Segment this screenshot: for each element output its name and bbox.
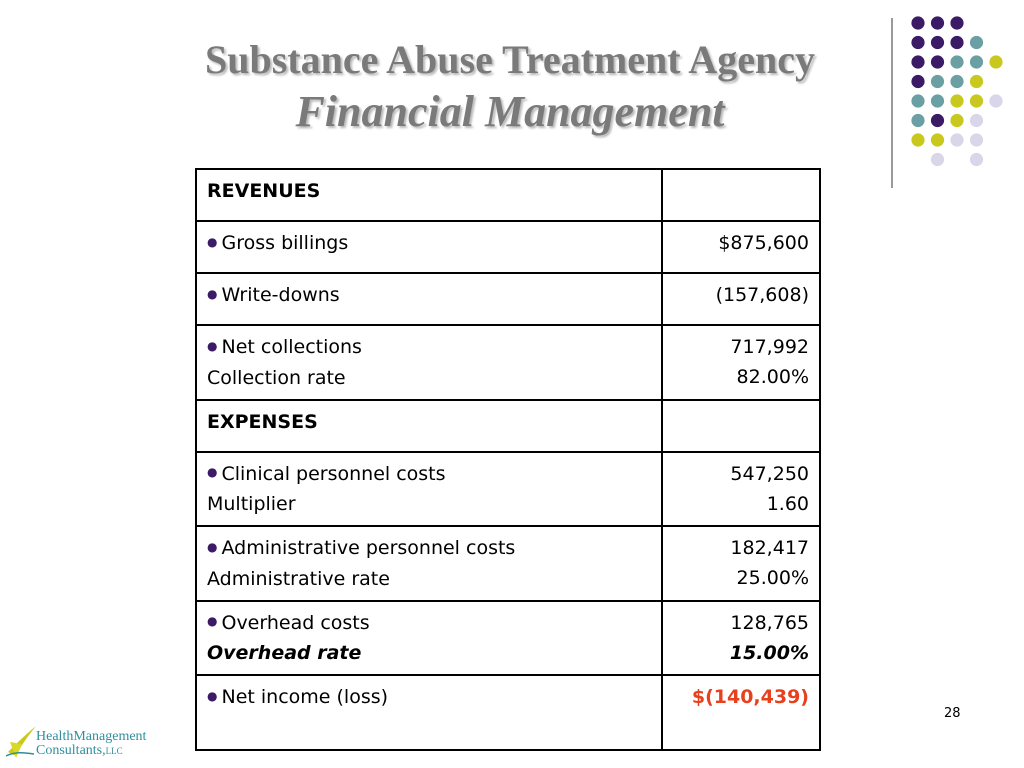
decorative-dot bbox=[970, 153, 983, 166]
table-row bbox=[196, 273, 820, 325]
row-label bbox=[207, 332, 651, 363]
decorative-dot bbox=[911, 16, 924, 29]
slide-title bbox=[0, 37, 1020, 136]
row-value: 547,250 bbox=[730, 462, 809, 485]
bullet-icon: ● bbox=[207, 688, 218, 703]
row-value-cell bbox=[662, 325, 820, 400]
row-label bbox=[207, 407, 651, 437]
decorative-dot bbox=[931, 133, 944, 146]
row-label-text: Overhead rate bbox=[207, 642, 362, 664]
row-label-text: Net collections bbox=[221, 336, 362, 358]
row-label-text: Collection rate bbox=[207, 366, 346, 389]
row-value: 717,992 bbox=[730, 336, 809, 358]
row-label bbox=[207, 459, 651, 490]
row-label-cell bbox=[196, 325, 662, 400]
bullet-icon: ● bbox=[207, 234, 218, 249]
row-value-cell bbox=[662, 452, 820, 527]
row-label bbox=[207, 638, 651, 668]
row-label-cell bbox=[196, 273, 662, 325]
star-swoosh-icon bbox=[6, 722, 40, 764]
row-label bbox=[207, 564, 651, 594]
row-value: 182,417 bbox=[730, 537, 809, 559]
bullet-icon: ● bbox=[207, 286, 218, 301]
row-label-text: Gross billings bbox=[221, 232, 349, 254]
logo-line-2: Consultants,LLC bbox=[36, 743, 123, 758]
company-logo bbox=[6, 722, 176, 764]
row-value: 82.00% bbox=[736, 366, 809, 388]
row-label-text: Administrative rate bbox=[207, 567, 390, 590]
bullet-icon: ● bbox=[207, 614, 218, 628]
row-label bbox=[207, 176, 651, 206]
row-label-text: REVENUES bbox=[207, 180, 321, 202]
title-line-2: Financial Management bbox=[295, 87, 725, 136]
decorative-dot bbox=[950, 133, 963, 146]
page-number: 28 bbox=[944, 706, 961, 721]
row-value: $875,600 bbox=[718, 232, 809, 254]
logo-line-1: HealthManagement bbox=[36, 729, 147, 744]
row-label-text: Multiplier bbox=[207, 493, 296, 515]
row-value: 25.00% bbox=[736, 567, 809, 589]
row-value-cell bbox=[662, 273, 820, 325]
row-label-text: Write-downs bbox=[221, 284, 340, 306]
financial-table bbox=[195, 168, 821, 751]
title-line-1: Substance Abuse Treatment Agency bbox=[204, 37, 816, 82]
row-label-cell bbox=[196, 452, 662, 527]
row-value-cell bbox=[662, 675, 820, 750]
row-value-cell bbox=[662, 400, 820, 452]
decorative-dot bbox=[931, 153, 944, 166]
row-label bbox=[207, 533, 651, 564]
row-label-cell bbox=[196, 601, 662, 676]
row-value-cell bbox=[662, 601, 820, 676]
row-label-cell bbox=[196, 169, 662, 221]
decorative-dot bbox=[911, 133, 924, 146]
table-row bbox=[196, 526, 820, 601]
row-label-cell bbox=[196, 400, 662, 452]
row-label-text: Overhead costs bbox=[221, 611, 370, 634]
table-row bbox=[196, 601, 820, 676]
row-value: (157,608) bbox=[715, 284, 809, 306]
bullet-icon: ● bbox=[207, 465, 218, 479]
row-value: 15.00% bbox=[729, 641, 809, 664]
row-value-cell bbox=[662, 526, 820, 601]
table-row bbox=[196, 169, 820, 221]
decorative-dot bbox=[970, 133, 983, 146]
row-value-cell bbox=[662, 169, 820, 221]
table-row bbox=[196, 400, 820, 452]
row-label-text: Clinical personnel costs bbox=[221, 462, 446, 485]
decorative-dot bbox=[950, 16, 963, 29]
table-row bbox=[196, 221, 820, 273]
row-label-text: Administrative personnel costs bbox=[221, 537, 516, 559]
row-label-cell bbox=[196, 526, 662, 601]
row-value: 1.60 bbox=[766, 492, 809, 515]
row-label-cell bbox=[196, 221, 662, 273]
row-label bbox=[207, 228, 651, 259]
decorative-dot bbox=[931, 16, 944, 29]
row-label-text: Net income (loss) bbox=[221, 686, 389, 708]
table-row bbox=[196, 325, 820, 400]
row-label bbox=[207, 363, 651, 393]
table-row bbox=[196, 675, 820, 750]
row-label-text: EXPENSES bbox=[207, 410, 318, 433]
row-value-cell bbox=[662, 221, 820, 273]
bullet-icon: ● bbox=[207, 539, 218, 554]
decorative-divider bbox=[891, 18, 893, 188]
row-label bbox=[207, 489, 651, 519]
bullet-icon: ● bbox=[207, 338, 218, 353]
row-label bbox=[207, 280, 651, 311]
table-row bbox=[196, 452, 820, 527]
row-label bbox=[207, 608, 651, 639]
row-label bbox=[207, 682, 651, 713]
row-value: 128,765 bbox=[730, 611, 809, 634]
row-label-cell bbox=[196, 675, 662, 750]
row-value: $(140,439) bbox=[691, 686, 809, 708]
